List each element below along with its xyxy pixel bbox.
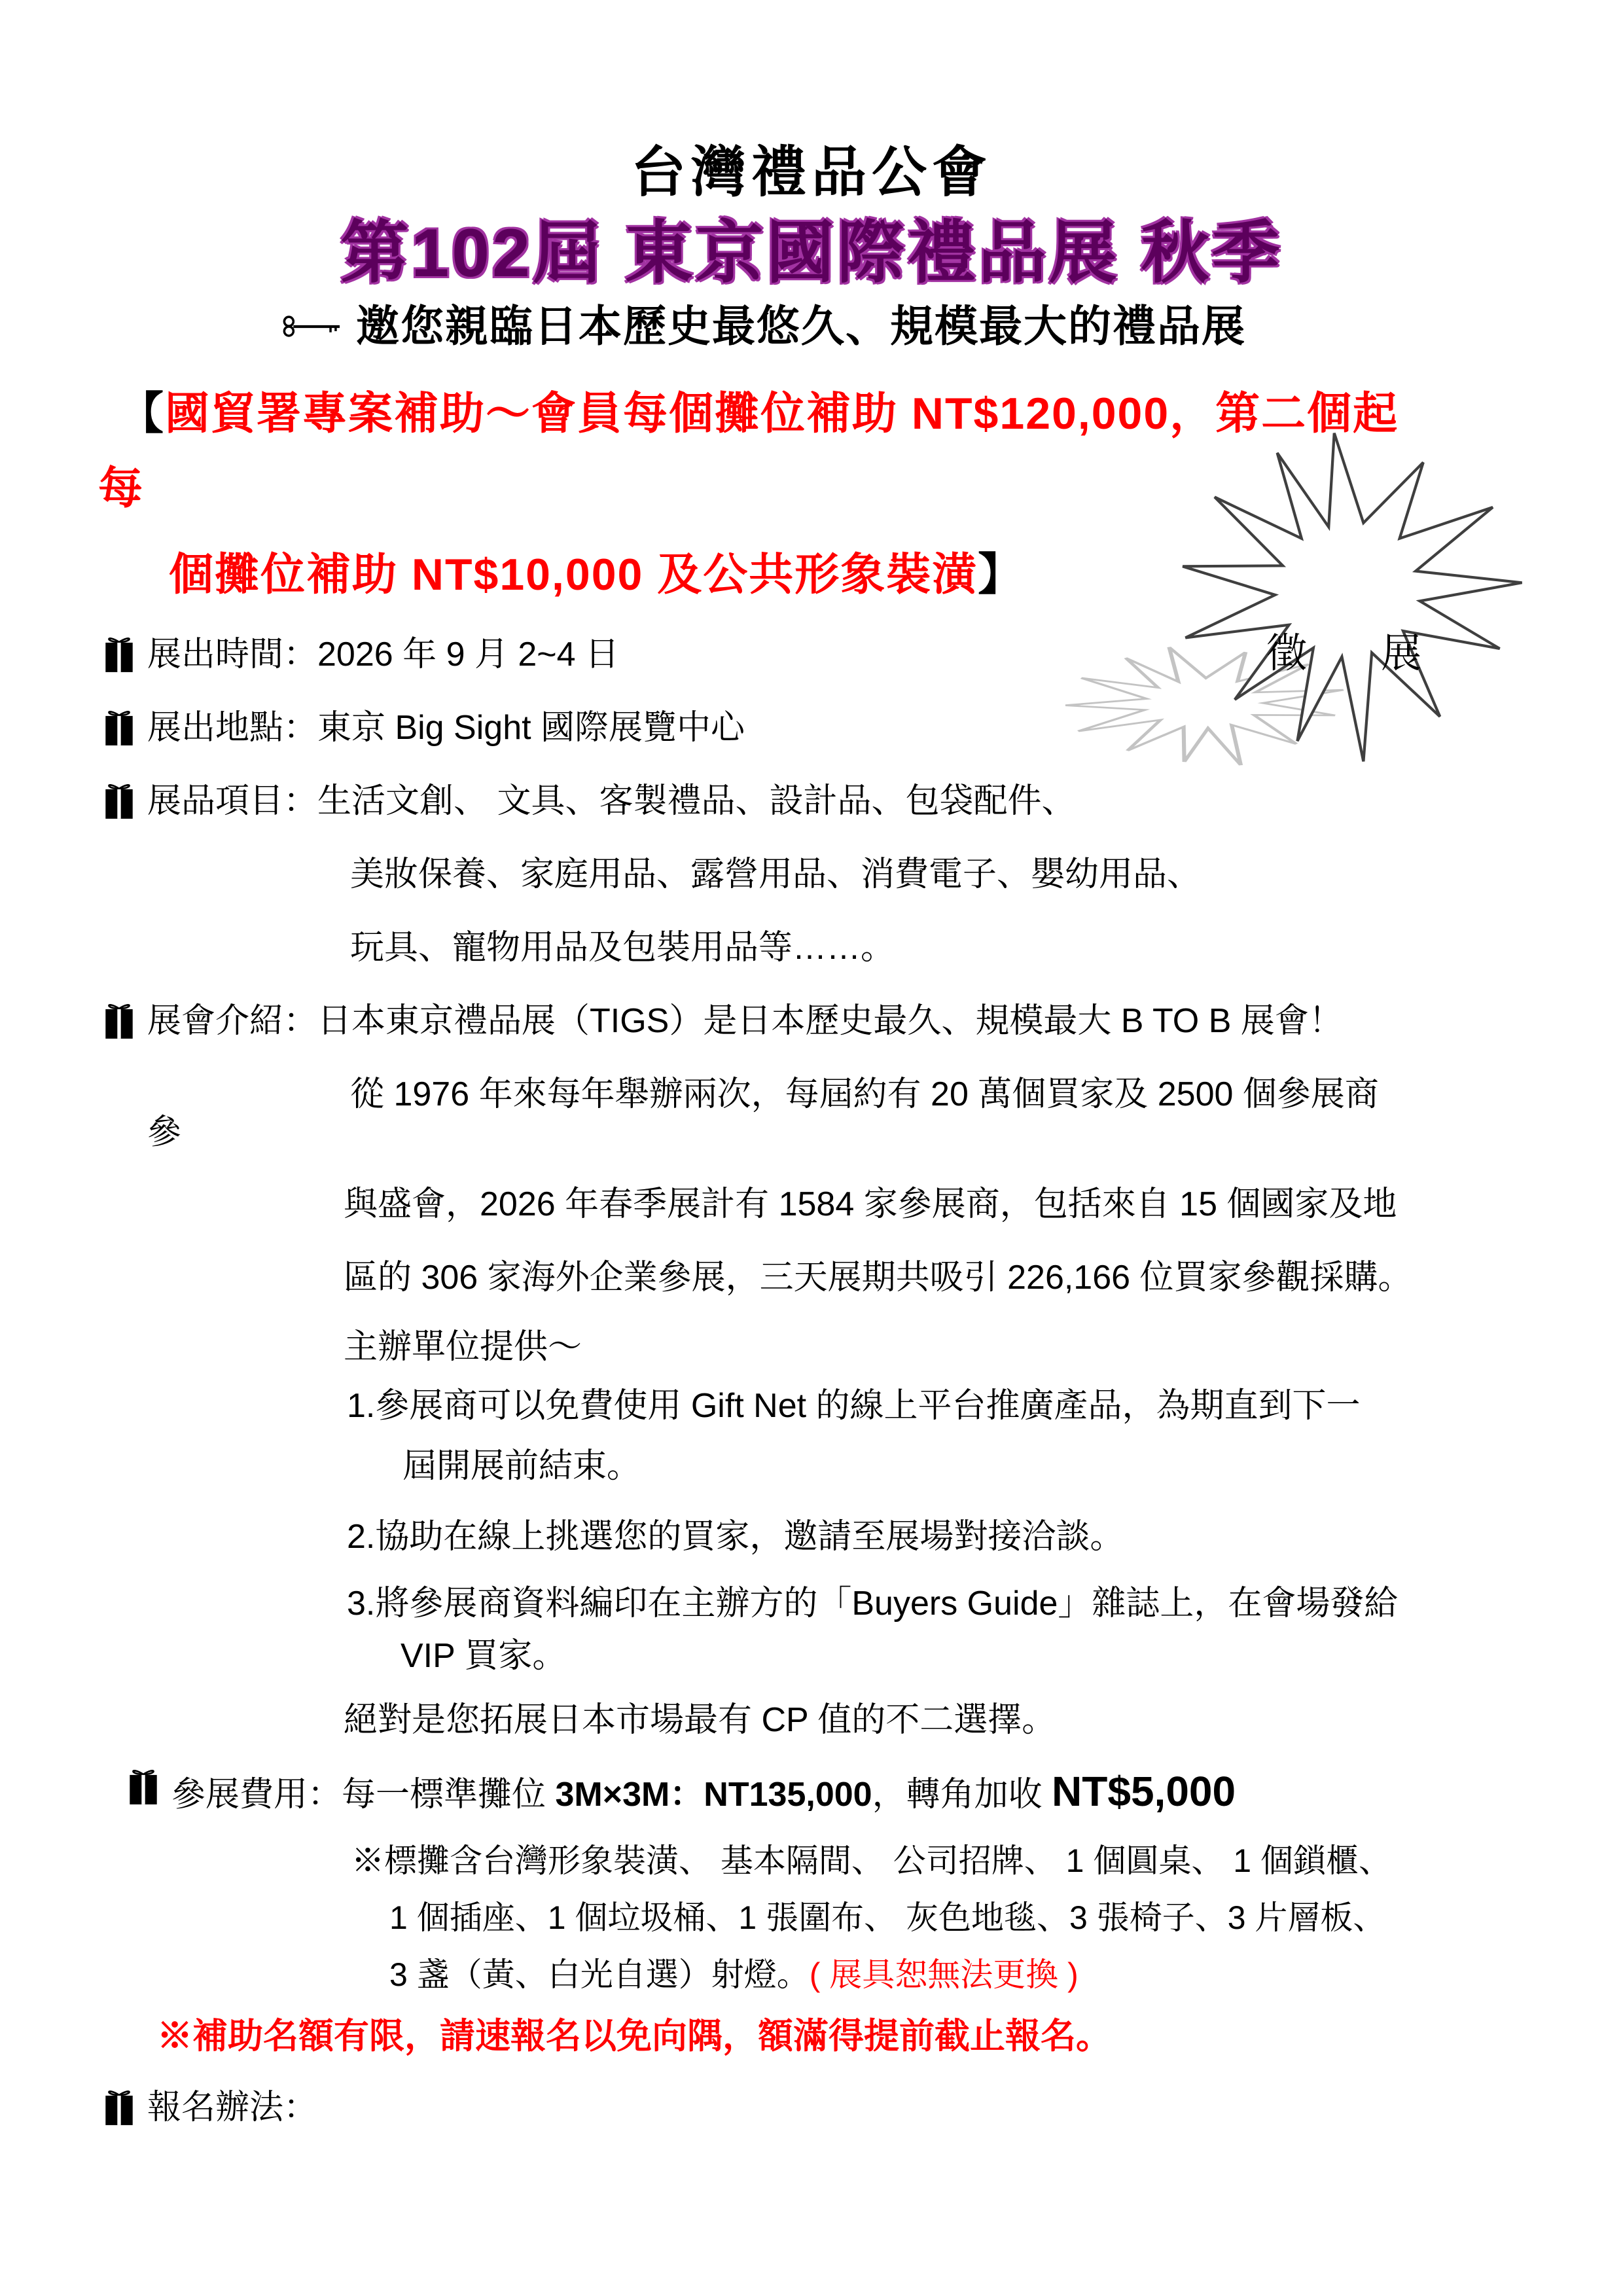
venue-row <box>101 708 745 750</box>
closing-line: 絕對是您拓展日本市場最有 CP 值的不二選擇。 <box>344 1701 1056 1739</box>
fee-row <box>126 1767 1236 1817</box>
fee-note-3 <box>389 1956 1079 1994</box>
products-row <box>101 781 1075 823</box>
feature-2: 2.協助在線上挑選您的買家，邀請至展場對接洽談。 <box>347 1518 1124 1556</box>
fee-note-3-black: 3 盞（黃、白光自選）射燈。 <box>389 1956 810 1993</box>
subsidy-banner-line-3 <box>169 548 1024 601</box>
fee-note-1: ※標攤含台灣形象裝潢、 基本隔間、 公司招牌、 1 個圓桌、 1 個鎖櫃、 <box>351 1842 1391 1879</box>
subsidy-overflow-char: 每 <box>98 463 145 513</box>
feature-1a: 1.參展商可以免費使用 Gift Net 的線上平台推廣產品，為期直到下一 <box>347 1387 1361 1425</box>
show-title: 第102屆 東京國際禮品展 秋季 <box>340 215 1283 291</box>
fee-regular2: ，轉角加收 <box>872 1776 1052 1814</box>
venue-text: 展出地點：東京 Big Sight 國際展覽中心 <box>147 709 745 747</box>
fee-text <box>171 1767 1236 1817</box>
burst-label: 徵 展 <box>1266 631 1454 676</box>
products-line3: 玩具、寵物用品及包裝用品等……。 <box>350 929 895 967</box>
gift-icon <box>101 631 137 677</box>
invite-subtitle <box>281 301 1246 352</box>
feature-3a: 3.將參展商資料編印在主辦方的「Buyers Guide」雜誌上，在會場發給 <box>347 1585 1399 1623</box>
gift-icon <box>101 2084 137 2130</box>
invite-text: 邀您親臨日本歷史最悠久、規模最大的禮品展 <box>356 302 1246 350</box>
products-line1: 展品項目：生活文創、 文具、客製禮品、設計品、包袋配件、 <box>147 782 1076 820</box>
fee-label: 參展費用： <box>171 1776 342 1814</box>
fee-bold: 3M×3M：NT135,000 <box>555 1776 872 1814</box>
subsidy-line1-text: 國貿署專案補助～會員每個攤位補助 NT$120,000，第二個起 <box>165 389 1399 439</box>
feature-1b: 屆開展前結束。 <box>402 1447 641 1485</box>
feature-3b: VIP 買家。 <box>401 1637 567 1675</box>
intro-line4: 區的 306 家海外企業參展，三天展期共吸引 226,166 位買家參觀採購。 <box>344 1259 1412 1297</box>
subsidy-line2-text: 個攤位補助 NT$10,000 及公共形象裝潢 <box>169 550 978 600</box>
fee-note-3-red: ( 展具恕無法更換 ) <box>809 1956 1079 1993</box>
fee-regular1: 每一標準攤位 <box>342 1776 556 1814</box>
intro-line5: 主辦單位提供～ <box>344 1328 582 1366</box>
signup-row <box>101 2088 317 2130</box>
gift-icon <box>101 704 137 750</box>
gift-icon <box>101 997 137 1043</box>
intro-line1: 展會介紹：日本東京禮品展（TIGS）是日本歷史最久、規模最大 B TO B 展會！ <box>147 1002 1343 1040</box>
intro-line2: 從 1976 年來每年舉辦兩次，每屆約有 20 萬個買家及 2500 個參展商 <box>350 1075 1379 1113</box>
signup-label: 報名辦法： <box>147 2089 318 2126</box>
open-bracket: 【 <box>119 389 166 439</box>
close-bracket: 】 <box>978 550 1024 600</box>
intro-row <box>101 1001 1343 1043</box>
org-title: 台灣禮品公會 <box>630 141 992 203</box>
products-line2: 美妝保養、家庭用品、露營用品、消費電子、嬰幼用品、 <box>350 855 1202 893</box>
gift-icon <box>101 778 137 823</box>
quota-warning: ※補助名額有限，請速報名以免向隅，額滿得提前截止報名。 <box>157 2017 1111 2056</box>
gift-icon <box>126 1763 161 1809</box>
show-time-text: 展出時間：2026 年 9 月 2~4 日 <box>147 636 620 673</box>
key-icon <box>281 312 344 341</box>
intro-hang-char: 參 <box>147 1113 182 1151</box>
fee-big-amount: NT$5,000 <box>1052 1768 1236 1815</box>
fee-note-2: 1 個插座、1 個垃圾桶、1 張圍布、 灰色地毯、3 張椅子、3 片層板、 <box>389 1899 1386 1936</box>
explosion-star-icon <box>1126 419 1571 772</box>
intro-line3: 與盛會，2026 年春季展計有 1584 家參展商，包括來自 15 個國家及地 <box>344 1185 1397 1223</box>
subsidy-banner-line-2 <box>98 462 144 514</box>
show-time-row <box>101 635 619 677</box>
